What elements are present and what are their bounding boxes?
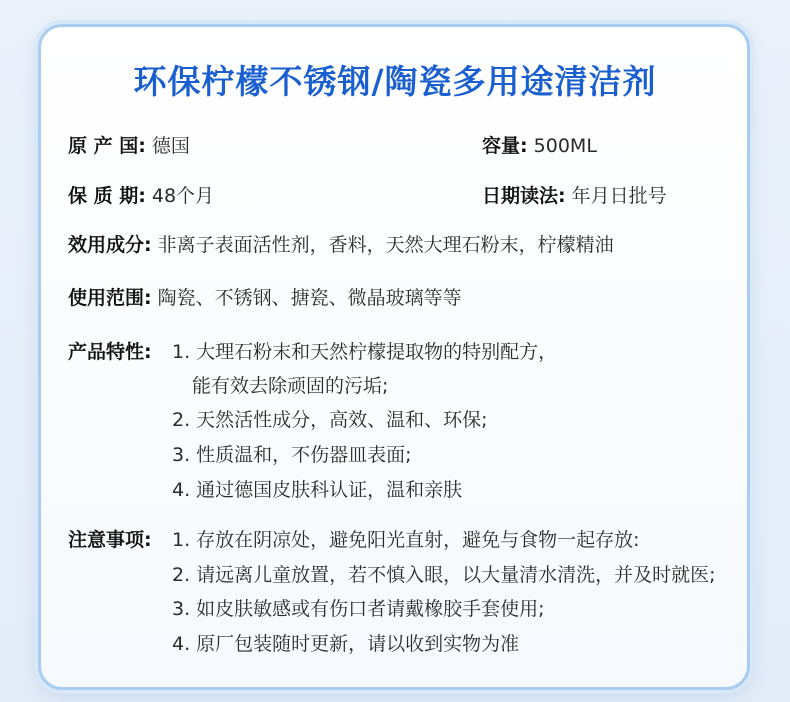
features-label: 产品特性:	[68, 341, 152, 363]
date-reading-label: 日期读法:	[482, 185, 566, 207]
scope-value: 陶瓷、不锈钢、搪瓷、微晶玻璃等等	[157, 287, 462, 309]
note-line: 2. 请远离儿童放置，若不慎入眼，以大量清水清洗，并及时就医;	[172, 564, 716, 586]
notes-label: 注意事项:	[68, 529, 152, 551]
capacity-value: 500ML	[533, 135, 597, 157]
scope-label: 使用范围:	[68, 287, 152, 309]
date-reading-row	[482, 184, 667, 208]
ingredients-label: 效用成分:	[68, 234, 152, 256]
shelf-life-value: 48个月	[151, 185, 215, 207]
origin-row	[68, 134, 190, 158]
origin-value: 德国	[151, 135, 190, 157]
origin-label: 原 产 国:	[68, 135, 146, 157]
product-title: 环保柠檬不锈钢/陶瓷多用途清洁剂	[133, 62, 657, 101]
shelf-life-label: 保 质 期:	[68, 185, 146, 207]
feature-line: 能有效去除顽固的污垢;	[192, 375, 389, 397]
feature-line: 4. 通过德国皮肤科认证，温和亲肤	[172, 479, 463, 501]
capacity-row	[482, 134, 597, 158]
note-line: 1. 存放在阴凉处，避免阳光直射，避免与食物一起存放:	[172, 529, 640, 551]
feature-line: 1. 大理石粉末和天然柠檬提取物的特别配方，	[172, 341, 558, 363]
ingredients-row	[68, 233, 614, 257]
shelf-life-row	[68, 184, 214, 208]
note-line: 3. 如皮肤敏感或有伤口者请戴橡胶手套使用;	[172, 598, 545, 620]
scope-row	[68, 286, 462, 310]
feature-line: 3. 性质温和，不伤器皿表面;	[172, 444, 412, 466]
date-reading-value: 年月日批号	[571, 185, 667, 207]
note-line: 4. 原厂包装随时更新，请以收到实物为准	[172, 633, 520, 655]
feature-line: 2. 天然活性成分，高效、温和、环保;	[172, 409, 488, 431]
ingredients-value: 非离子表面活性剂，香料，天然大理石粉末，柠檬精油	[157, 234, 614, 256]
capacity-label: 容量:	[482, 135, 528, 157]
